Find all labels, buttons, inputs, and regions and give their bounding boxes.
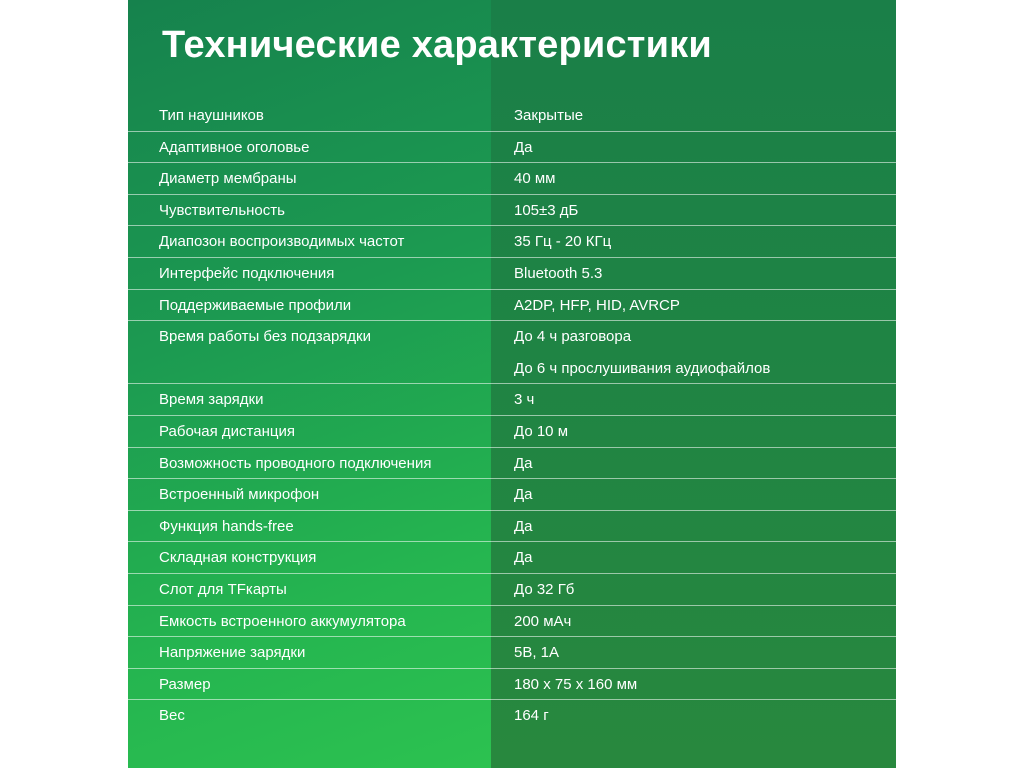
- spec-value-multiline: [514, 328, 770, 391]
- spec-label: Поддерживаемые профили: [159, 296, 352, 314]
- spec-value: 5В, 1А: [514, 644, 560, 662]
- spec-value: A2DP, HFP, HID, AVRCP: [514, 296, 680, 314]
- spec-value: Да: [514, 517, 533, 535]
- spec-label: Тип наушников: [159, 107, 264, 124]
- spec-value: До 10 м: [514, 422, 569, 440]
- spec-value: Bluetooth 5.3: [514, 264, 603, 282]
- spec-row: [128, 321, 896, 384]
- spec-label: Складная конструкция: [159, 549, 317, 567]
- spec-row: [128, 258, 896, 290]
- spec-label: Диапозон воспроизводимых частот: [159, 233, 405, 251]
- spec-value: 200 мАч: [514, 612, 572, 630]
- spec-row: [128, 226, 896, 258]
- spec-label: Слот для TFкарты: [159, 580, 287, 598]
- spec-label: Емкость встроенного аккумулятора: [159, 612, 406, 630]
- spec-label: Встроенный микрофон: [159, 486, 320, 504]
- spec-value-line: До 6 ч прослушивания аудиофайлов: [514, 359, 771, 377]
- spec-label: Время зарядки: [159, 391, 264, 409]
- spec-row: [128, 132, 896, 164]
- spec-label: Вес: [159, 707, 185, 725]
- spec-label: Адаптивное оголовье: [159, 138, 310, 156]
- spec-label: Напряжение зарядки: [159, 644, 306, 662]
- spec-label: Функция hands-free: [159, 517, 294, 535]
- spec-value: До 32 Гб: [514, 580, 575, 598]
- spec-label: Рабочая дистанция: [159, 422, 295, 440]
- spec-label: Интерфейс подключения: [159, 264, 335, 282]
- spec-row: [128, 416, 896, 448]
- spec-row: [128, 511, 896, 543]
- spec-value: Да: [514, 549, 533, 567]
- spec-row: [128, 479, 896, 511]
- spec-value: 3 ч: [514, 391, 535, 409]
- spec-row: [128, 669, 896, 701]
- spec-value: Да: [514, 138, 533, 156]
- spec-value: Закрытые: [514, 107, 584, 124]
- spec-row: [128, 606, 896, 638]
- page-title: Технические характеристики: [162, 24, 712, 66]
- spec-row: [128, 574, 896, 606]
- spec-value: Да: [514, 454, 533, 472]
- spec-row: [128, 100, 896, 132]
- spec-value: Да: [514, 486, 533, 504]
- spec-value: 105±3 дБ: [514, 201, 579, 219]
- spec-label: Чувствительность: [159, 201, 285, 219]
- spec-label: Возможность проводного подключения: [159, 454, 432, 472]
- spec-row: [128, 195, 896, 227]
- spec-value: 164 г: [514, 707, 549, 725]
- spec-row: [128, 290, 896, 322]
- spec-row: [128, 448, 896, 480]
- spec-row: [128, 542, 896, 574]
- spec-value: 35 Гц - 20 КГц: [514, 233, 612, 251]
- spec-row: [128, 163, 896, 195]
- spec-row: [128, 700, 896, 732]
- spec-row: [128, 384, 896, 416]
- spec-table: [128, 100, 896, 732]
- spec-value: 40 мм: [514, 170, 556, 188]
- spec-row: [128, 637, 896, 669]
- spec-label: Время работы без подзарядки: [159, 328, 371, 346]
- spec-label: Диаметр мембраны: [159, 170, 297, 188]
- spec-label: Размер: [159, 675, 211, 693]
- spec-value-line: До 4 ч разговора: [514, 328, 632, 346]
- specs-panel: [128, 0, 896, 768]
- spec-value: 180 х 75 х 160 мм: [514, 675, 638, 693]
